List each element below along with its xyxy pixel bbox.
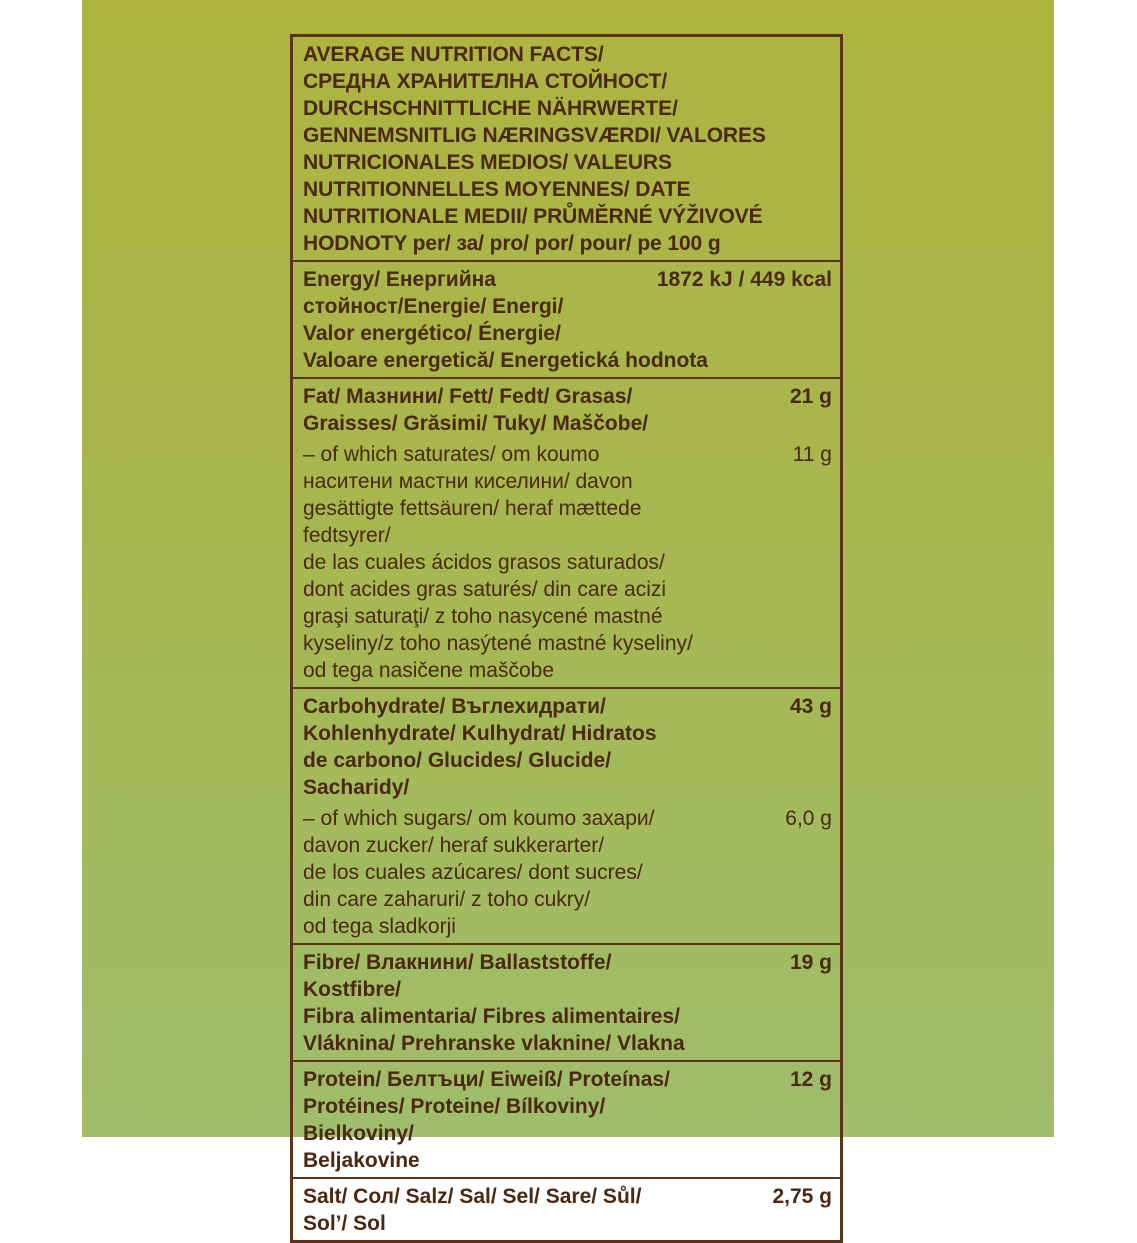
saturates-value: 11 g	[792, 443, 832, 466]
sugars-row	[303, 805, 832, 940]
nutrition-table	[290, 34, 843, 1243]
saturates-label: – of which saturates/ om koumo наситени мастни киселини/ davon gesättigte fettsäuren/ heraf mættede fedtsyrer/ de las cuales ácidos grasos saturados/ dont acides gras saturés/ din care acizi graşi saturaţi/ z toho nasycené mastné kyseliny/z toho nasýtené mastné kyseliny/ od tega nasičene maščobe	[303, 443, 693, 682]
fat-section	[293, 377, 840, 687]
saturates-row	[303, 441, 832, 684]
carbohydrate-section	[293, 687, 840, 943]
carbohydrate-row	[303, 693, 832, 801]
sugars-value: 6,0 g	[785, 807, 832, 830]
carbohydrate-label: Carbohydrate/ Въглехидрати/ Kohlenhydrate/ Kulhydrat/ Hidratos de carbono/ Glucides/ Glucide/ Sacharidy/	[303, 695, 657, 799]
energy-label: Energy/ Енергийна стойност/Energie/ Energi/ Valor energético/ Énergie/ Valoare energetică/ Energetická hodnota	[303, 268, 708, 372]
fat-label: Fat/ Мазнини/ Fett/ Fedt/ Grasas/ Graisses/ Grăsimi/ Tuky/ Maščobe/	[303, 385, 649, 435]
nutrition-header-section	[293, 37, 840, 260]
fibre-section	[293, 943, 840, 1060]
fibre-label: Fibre/ Влакнини/ Ballaststoffe/ Kostfibre/ Fibra alimentaria/ Fibres alimentaires/ Vláknina/ Prehranske vlaknine/ Vlakna	[303, 951, 685, 1055]
salt-label: Salt/ Сол/ Salz/ Sal/ Sel/ Sare/ Sůl/ Sol’/ Sol	[303, 1185, 642, 1235]
salt-section	[293, 1177, 840, 1240]
fibre-value: 19 g	[789, 951, 832, 974]
fat-row	[303, 383, 832, 437]
fat-value: 21 g	[789, 385, 832, 408]
protein-value: 12 g	[789, 1068, 832, 1091]
energy-row	[303, 266, 832, 374]
protein-row	[303, 1066, 832, 1174]
sugars-label: – of which sugars/ om koumo захари/ davon zucker/ heraf sukkerarter/ de los cuales azúcares/ dont sucres/ din care zaharuri/ z toho cukry/ od tega sladkorji	[303, 807, 655, 938]
protein-section	[293, 1060, 840, 1177]
energy-section	[293, 260, 840, 377]
salt-value: 2,75 g	[772, 1185, 832, 1208]
carbohydrate-value: 43 g	[789, 695, 832, 718]
nutrition-title: AVERAGE NUTRITION FACTS/ СРЕДНА ХРАНИТЕЛНА СТОЙНОСТ/ DURCHSCHNITTLICHE NÄHRWERTE/ GENNEMSNITLIG NÆRINGSVÆRDI/ VALORES NUTRICIONALES MEDIOS/ VALEURS NUTRITIONNELLES MOYENNES/ DATE NUTRITIONALE MEDII/ PRŮMĚRNÉ VÝŽIVOVÉ HODNOTY per/ за/ pro/ por/ pour/ pe 100 g	[303, 43, 766, 255]
energy-value: 1872 kJ / 449 kcal	[656, 268, 832, 291]
protein-label: Protein/ Белтъци/ Eiweiß/ Proteínas/ Protéines/ Proteine/ Bílkoviny/ Bielkoviny/ Beljakovine	[303, 1068, 670, 1172]
salt-row	[303, 1183, 832, 1237]
fibre-row	[303, 949, 832, 1057]
